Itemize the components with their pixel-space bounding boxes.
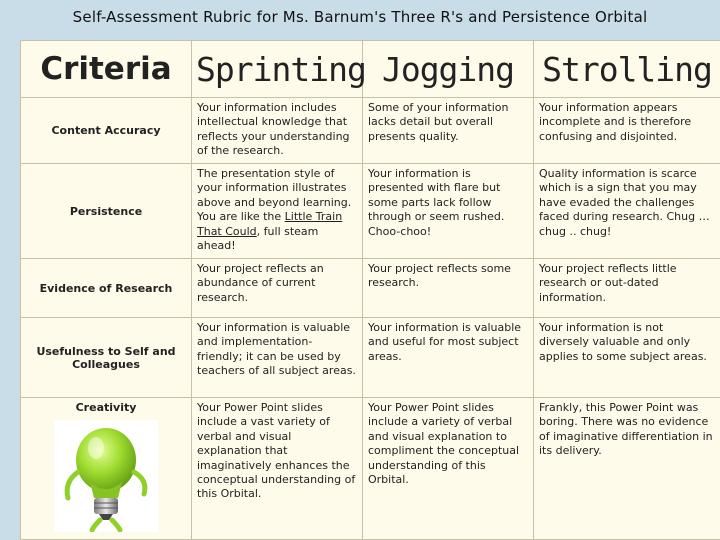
- criterion-evidence-of-research: Evidence of Research: [21, 259, 192, 318]
- header-row: [21, 41, 720, 98]
- cell-persistence-sprinting: [192, 164, 363, 259]
- header-strolling: Strolling: [534, 41, 720, 98]
- criterion-persistence: Persistence: [21, 164, 192, 259]
- criterion-content-accuracy: Content Accuracy: [21, 98, 192, 164]
- table-row-content-accuracy: [21, 98, 720, 164]
- cell-usefulness-sprinting: Your information is valuable and implementation-friendly; it can be used by teachers of all subject areas.: [192, 318, 363, 398]
- criterion-usefulness: Usefulness to Self and Colleagues: [21, 318, 192, 398]
- cell-creativity-jogging: Your Power Point slides include a variety of verbal and visual explanation to compliment the conceptual understanding of this Orbital.: [363, 398, 534, 540]
- table-row-usefulness: [21, 318, 720, 398]
- cell-evidence-strolling: Your project reflects little research or out-dated information.: [534, 259, 720, 318]
- header-criteria: Criteria: [21, 41, 192, 98]
- rubric-table: [20, 40, 720, 540]
- table-row-creativity: [21, 398, 720, 540]
- cell-usefulness-strolling: Your information is not diversely valuable and only applies to some subject areas.: [534, 318, 720, 398]
- lightbulb-icon: [54, 420, 158, 532]
- cell-evidence-sprinting: Your project reflects an abundance of current research.: [192, 259, 363, 318]
- criterion-creativity: Creativity: [75, 401, 137, 414]
- cell-evidence-jogging: Your project reflects some research.: [363, 259, 534, 318]
- cell-persistence-strolling: Quality information is scarce which is a sign that you may have evaded the challenges faced during research. Chug … chug .. chug!: [534, 164, 720, 259]
- persistence-sprinting-text: The presentation style of your information illustrates above and beyond learning. You are like the: [197, 167, 352, 224]
- persistence-sprinting-text-end: , full steam ahead!: [197, 224, 319, 253]
- cell-usefulness-jogging: Your information is valuable and useful for most subject areas.: [363, 318, 534, 398]
- cell-creativity-sprinting: Your Power Point slides include a vast variety of verbal and visual explanation that imaginatively enhances the conceptual understanding of this Orbital.: [192, 398, 363, 540]
- criterion-creativity-cell: [21, 398, 192, 540]
- cell-creativity-strolling: Frankly, this Power Point was boring. There was no evidence of imaginative differentiation in its delivery.: [534, 398, 720, 540]
- cell-content-accuracy-strolling: Your information appears incomplete and is therefore confusing and disjointed.: [534, 98, 720, 164]
- table-row-persistence: [21, 164, 720, 259]
- page-title: Self-Assessment Rubric for Ms. Barnum's Three R's and Persistence Orbital: [72, 8, 648, 26]
- cell-content-accuracy-sprinting: Your information includes intellectual knowledge that reflects your understanding of the research.: [192, 98, 363, 164]
- header-sprinting: Sprinting: [192, 41, 363, 98]
- cell-content-accuracy-jogging: Some of your information lacks detail but overall presents quality.: [363, 98, 534, 164]
- cell-persistence-jogging: Your information is presented with flare but some parts lack follow through or seem rushed. Choo-choo!: [363, 164, 534, 259]
- header-jogging: Jogging: [363, 41, 534, 98]
- little-train-title: Little Train That Could: [197, 210, 343, 238]
- table-row-evidence-of-research: [21, 259, 720, 318]
